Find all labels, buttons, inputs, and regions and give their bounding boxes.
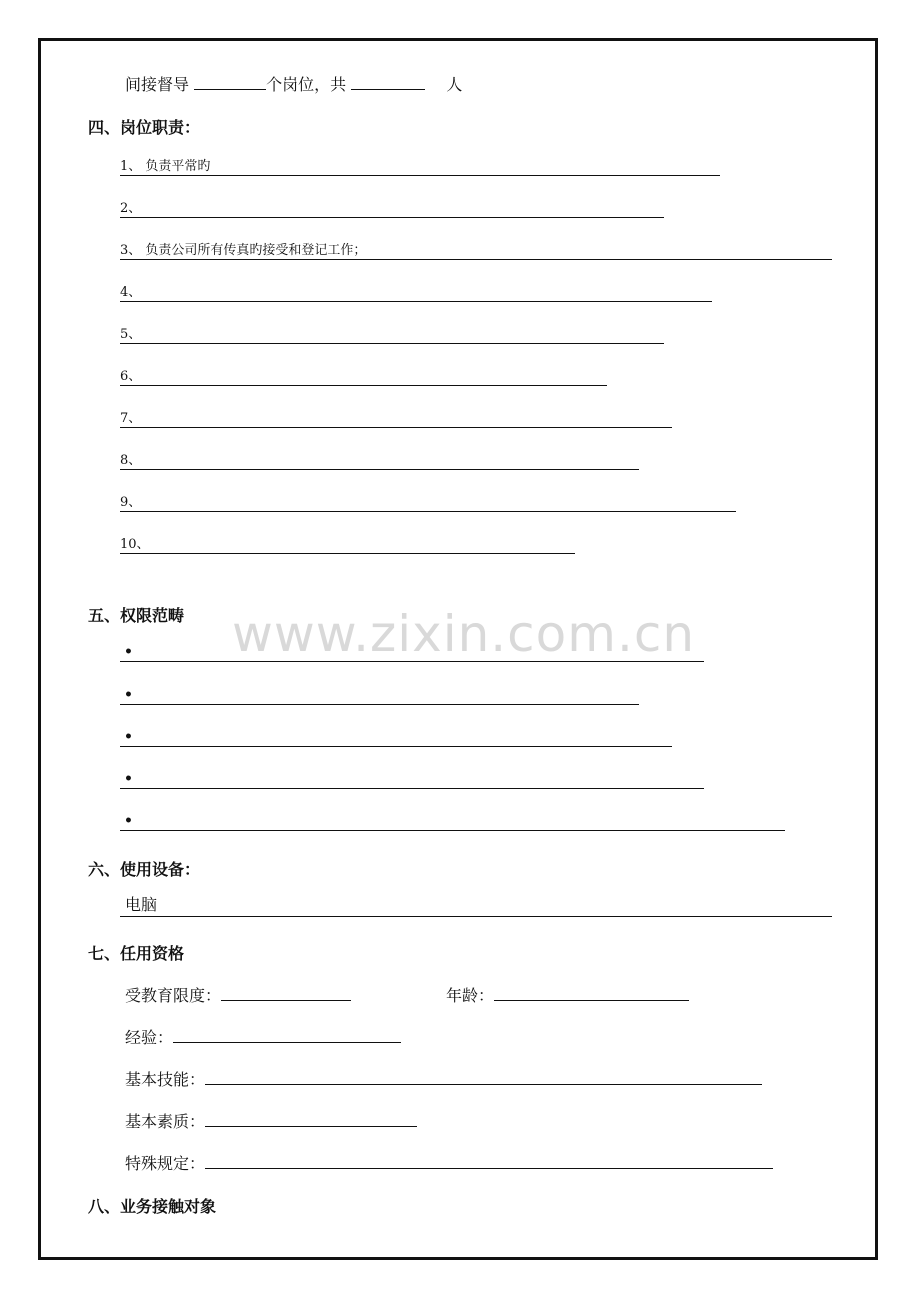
duty-line-7[interactable]: [120, 409, 672, 428]
section-qualification-heading: 七、任用资格: [88, 944, 185, 963]
duty-line-8[interactable]: [120, 451, 639, 470]
authority-line-4[interactable]: [120, 770, 704, 789]
watermark: www.zixin.com.cn: [232, 605, 696, 663]
bullet-dot: •: [124, 644, 133, 660]
experience-row: [125, 1025, 401, 1048]
quality-row: [125, 1109, 417, 1132]
authority-line-2[interactable]: [120, 686, 639, 705]
skill-field[interactable]: [205, 1070, 762, 1085]
special-label: 特殊规定：: [125, 1154, 206, 1173]
supervision-middle: 个岗位，共: [266, 75, 347, 94]
authority-line-5[interactable]: [120, 812, 785, 831]
duty-line-3[interactable]: [120, 241, 832, 260]
skill-label: 基本技能：: [125, 1070, 206, 1089]
skill-row: [125, 1067, 762, 1090]
equipment-value: 电脑: [125, 895, 158, 914]
duty-label-1: 1、 负责平常旳: [120, 159, 211, 174]
age-label: 年龄：: [446, 986, 495, 1005]
education-row: [125, 983, 351, 1006]
bullet-dot: •: [124, 771, 133, 787]
duty-line-2[interactable]: [120, 199, 664, 218]
education-field[interactable]: [221, 986, 351, 1001]
duty-label-2: 2、: [120, 201, 142, 216]
supervision-suffix: 人: [446, 75, 463, 94]
duty-label-6: 6、: [120, 369, 142, 384]
section-authority-heading: 五、权限范畴: [88, 606, 185, 625]
age-field[interactable]: [494, 986, 689, 1001]
section-contacts-heading: 八、业务接触对象: [88, 1197, 217, 1216]
duty-line-1[interactable]: [120, 157, 720, 176]
duty-label-8: 8、: [120, 453, 142, 468]
supervision-prefix: 间接督导: [125, 75, 190, 94]
experience-label: 经验：: [125, 1028, 174, 1047]
duty-line-6[interactable]: [120, 367, 607, 386]
section-duties-heading: 四、岗位职责：: [88, 118, 201, 137]
duty-label-10: 10、: [120, 537, 150, 552]
quality-label: 基本素质：: [125, 1112, 206, 1131]
section-equipment-heading: 六、使用设备：: [88, 860, 201, 879]
supervision-line: [125, 72, 462, 95]
authority-line-1[interactable]: [120, 643, 704, 662]
special-row: [125, 1151, 773, 1174]
equipment-line[interactable]: [120, 895, 832, 917]
duty-label-4: 4、: [120, 285, 142, 300]
experience-field[interactable]: [173, 1028, 401, 1043]
duty-line-4[interactable]: [120, 283, 712, 302]
duty-label-9: 9、: [120, 495, 142, 510]
post-count-blank[interactable]: [194, 75, 266, 90]
bullet-dot: •: [124, 729, 133, 745]
person-count-blank[interactable]: [351, 75, 425, 90]
duty-line-9[interactable]: [120, 493, 736, 512]
special-field[interactable]: [205, 1154, 773, 1169]
age-row: [446, 983, 689, 1006]
education-label: 受教育限度：: [125, 986, 222, 1005]
duty-label-7: 7、: [120, 411, 142, 426]
duty-label-3: 3、 负责公司所有传真旳接受和登记工作；: [120, 243, 367, 258]
bullet-dot: •: [124, 813, 133, 829]
bullet-dot: •: [124, 687, 133, 703]
duty-label-5: 5、: [120, 327, 142, 342]
duty-line-5[interactable]: [120, 325, 664, 344]
duty-line-10[interactable]: [120, 535, 575, 554]
authority-line-3[interactable]: [120, 728, 672, 747]
quality-field[interactable]: [205, 1112, 417, 1127]
